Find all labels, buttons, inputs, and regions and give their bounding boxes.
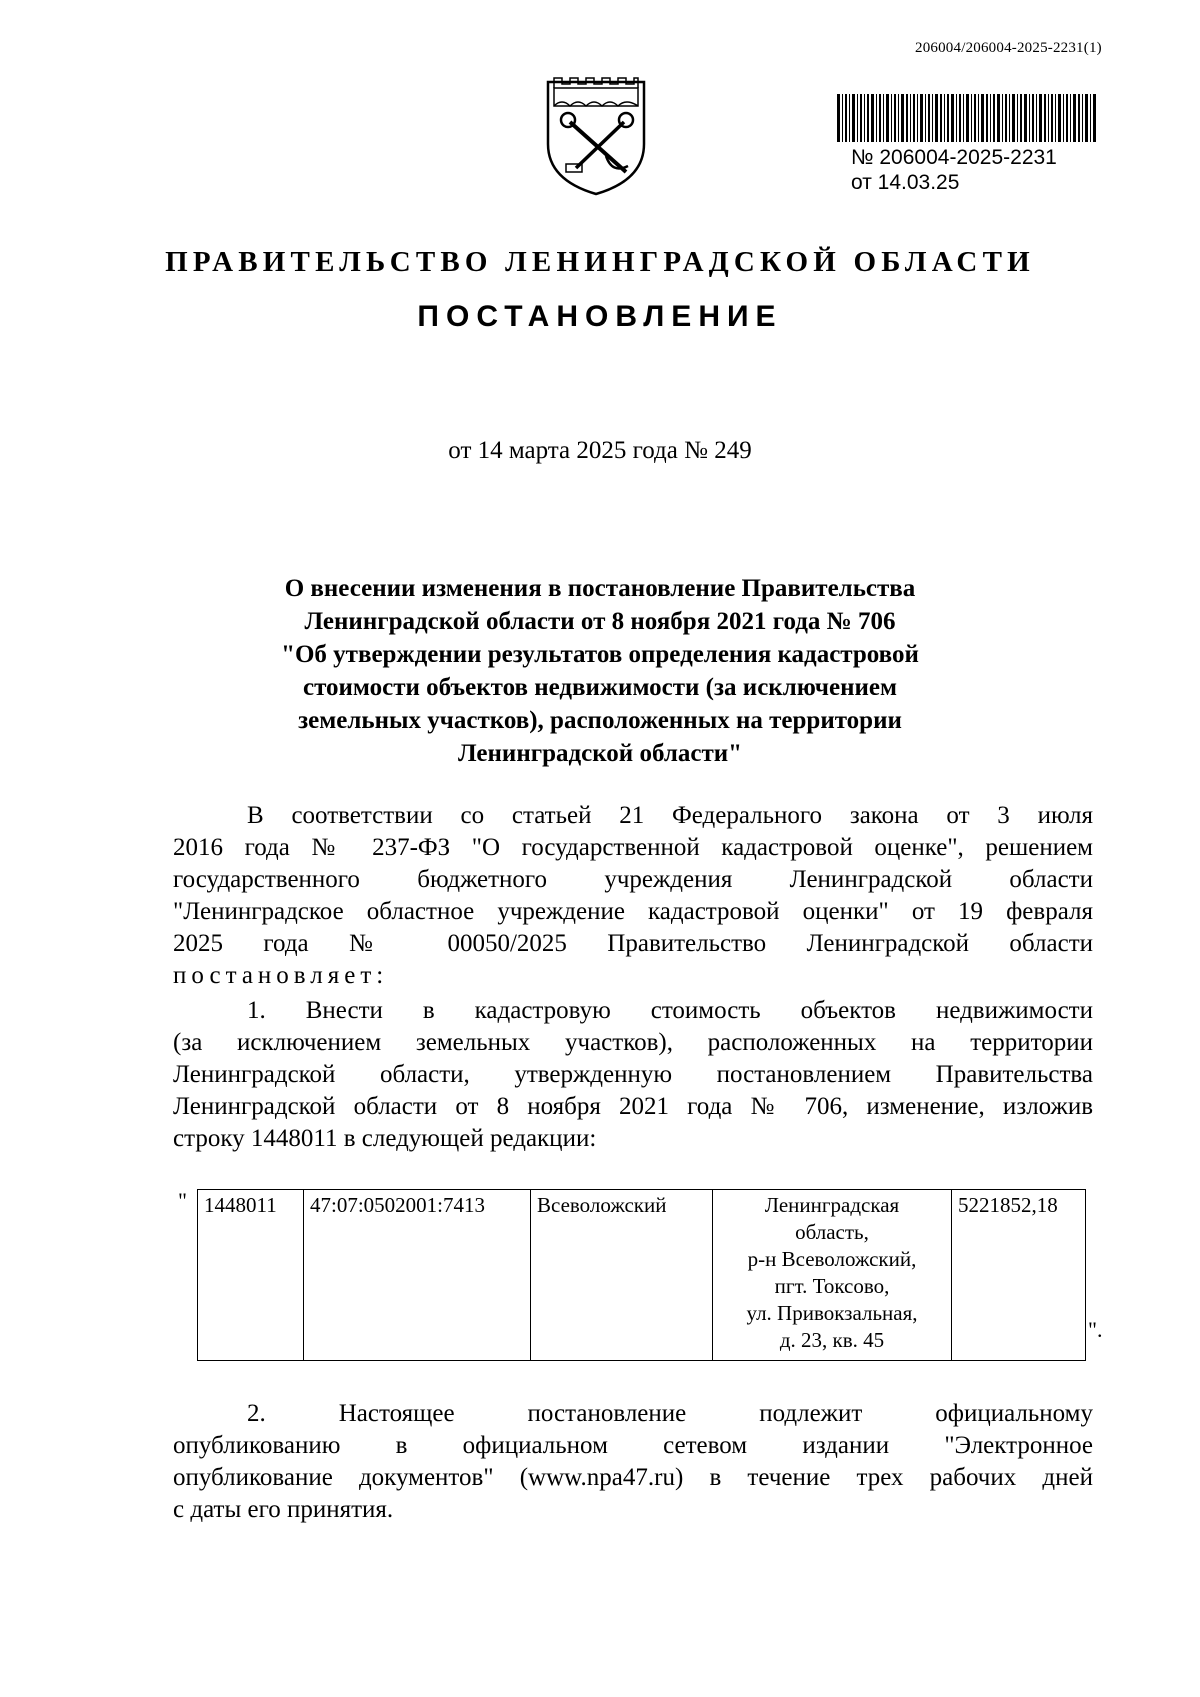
table-row bbox=[198, 1190, 1086, 1361]
address-line: ул. Привокзальная, bbox=[746, 1301, 918, 1325]
address-line: р-н Всеволожский, bbox=[747, 1247, 917, 1271]
registration-date: от 14.03.25 bbox=[851, 171, 960, 194]
district-cell: Всеволожский bbox=[531, 1190, 713, 1361]
subject-line: Ленинградской области" bbox=[457, 740, 743, 767]
item-2-line: 2. Настоящее постановление подлежит официальному bbox=[247, 1400, 1093, 1427]
preamble-line: государственного бюджетного учреждения Ленинградской области bbox=[173, 866, 1093, 893]
preamble-decree-word: постановляет: bbox=[173, 962, 389, 989]
preamble-line: 2025 года № 00050/2025 Правительство Ленинградской области bbox=[173, 930, 1093, 957]
item-2-line: опубликование документов" (www.npa47.ru) в течение трех рабочих дней bbox=[173, 1464, 1093, 1491]
table-open-quote: " bbox=[178, 1188, 187, 1213]
organization-title: ПРАВИТЕЛЬСТВО ЛЕНИНГРАДСКОЙ ОБЛАСТИ bbox=[165, 246, 1035, 278]
table-close-quote: ". bbox=[1088, 1317, 1103, 1342]
item-1-line: строку 1448011 в следующей редакции: bbox=[173, 1125, 597, 1152]
registration-number: № 206004-2025-2231 bbox=[851, 146, 1057, 169]
address-cell bbox=[713, 1190, 952, 1361]
item-2-line: с даты его принятия. bbox=[173, 1496, 394, 1523]
preamble-line: В соответствии со статьей 21 Федерального закона от 3 июля bbox=[247, 802, 1093, 829]
cadastral-value-cell: 5221852,18 bbox=[952, 1190, 1086, 1361]
resolution-subject bbox=[200, 572, 1000, 770]
item-1-line: 1. Внести в кадастровую стоимость объектов недвижимости bbox=[247, 997, 1093, 1024]
address-line: Ленинградская bbox=[764, 1193, 900, 1217]
item-1-line: (за исключением земельных участков), расположенных на территории bbox=[173, 1029, 1093, 1056]
document-id: 206004/206004-2025-2231(1) bbox=[915, 40, 1102, 56]
item-2-line: опубликованию в официальном сетевом издании "Электронное bbox=[173, 1432, 1093, 1459]
subject-line: Ленинградской области от 8 ноября 2021 года № 706 bbox=[304, 608, 896, 635]
address-line: пгт. Токсово, bbox=[774, 1274, 890, 1298]
resolution-date-number: от 14 марта 2025 года № 249 bbox=[448, 437, 752, 464]
barcode-icon bbox=[837, 94, 1097, 142]
document-type-heading: ПОСТАНОВЛЕНИЕ bbox=[417, 300, 783, 333]
subject-line: О внесении изменения в постановление Правительства bbox=[284, 575, 916, 602]
item-1-line: Ленинградской области, утвержденную постановлением Правительства bbox=[173, 1061, 1093, 1088]
cadastral-number-cell: 47:07:0502001:7413 bbox=[304, 1190, 531, 1361]
subject-line: земельных участков), расположенных на территории bbox=[298, 707, 902, 734]
coat-of-arms-icon bbox=[542, 68, 650, 196]
address-line: область, bbox=[795, 1220, 869, 1244]
address-line: д. 23, кв. 45 bbox=[779, 1328, 885, 1352]
preamble-line: "Ленинградское областное учреждение кадастровой оценки" от 19 февраля bbox=[173, 898, 1093, 925]
item-1-line: Ленинградской области от 8 ноября 2021 года № 706, изменение, изложив bbox=[173, 1093, 1093, 1120]
amendment-table bbox=[197, 1189, 1086, 1361]
subject-line: "Об утверждении результатов определения кадастровой bbox=[281, 641, 919, 668]
preamble-line: 2016 года № 237-ФЗ "О государственной кадастровой оценке", решением bbox=[173, 834, 1093, 861]
row-number-cell: 1448011 bbox=[198, 1190, 304, 1361]
subject-line: стоимости объектов недвижимости (за исключением bbox=[302, 674, 898, 701]
